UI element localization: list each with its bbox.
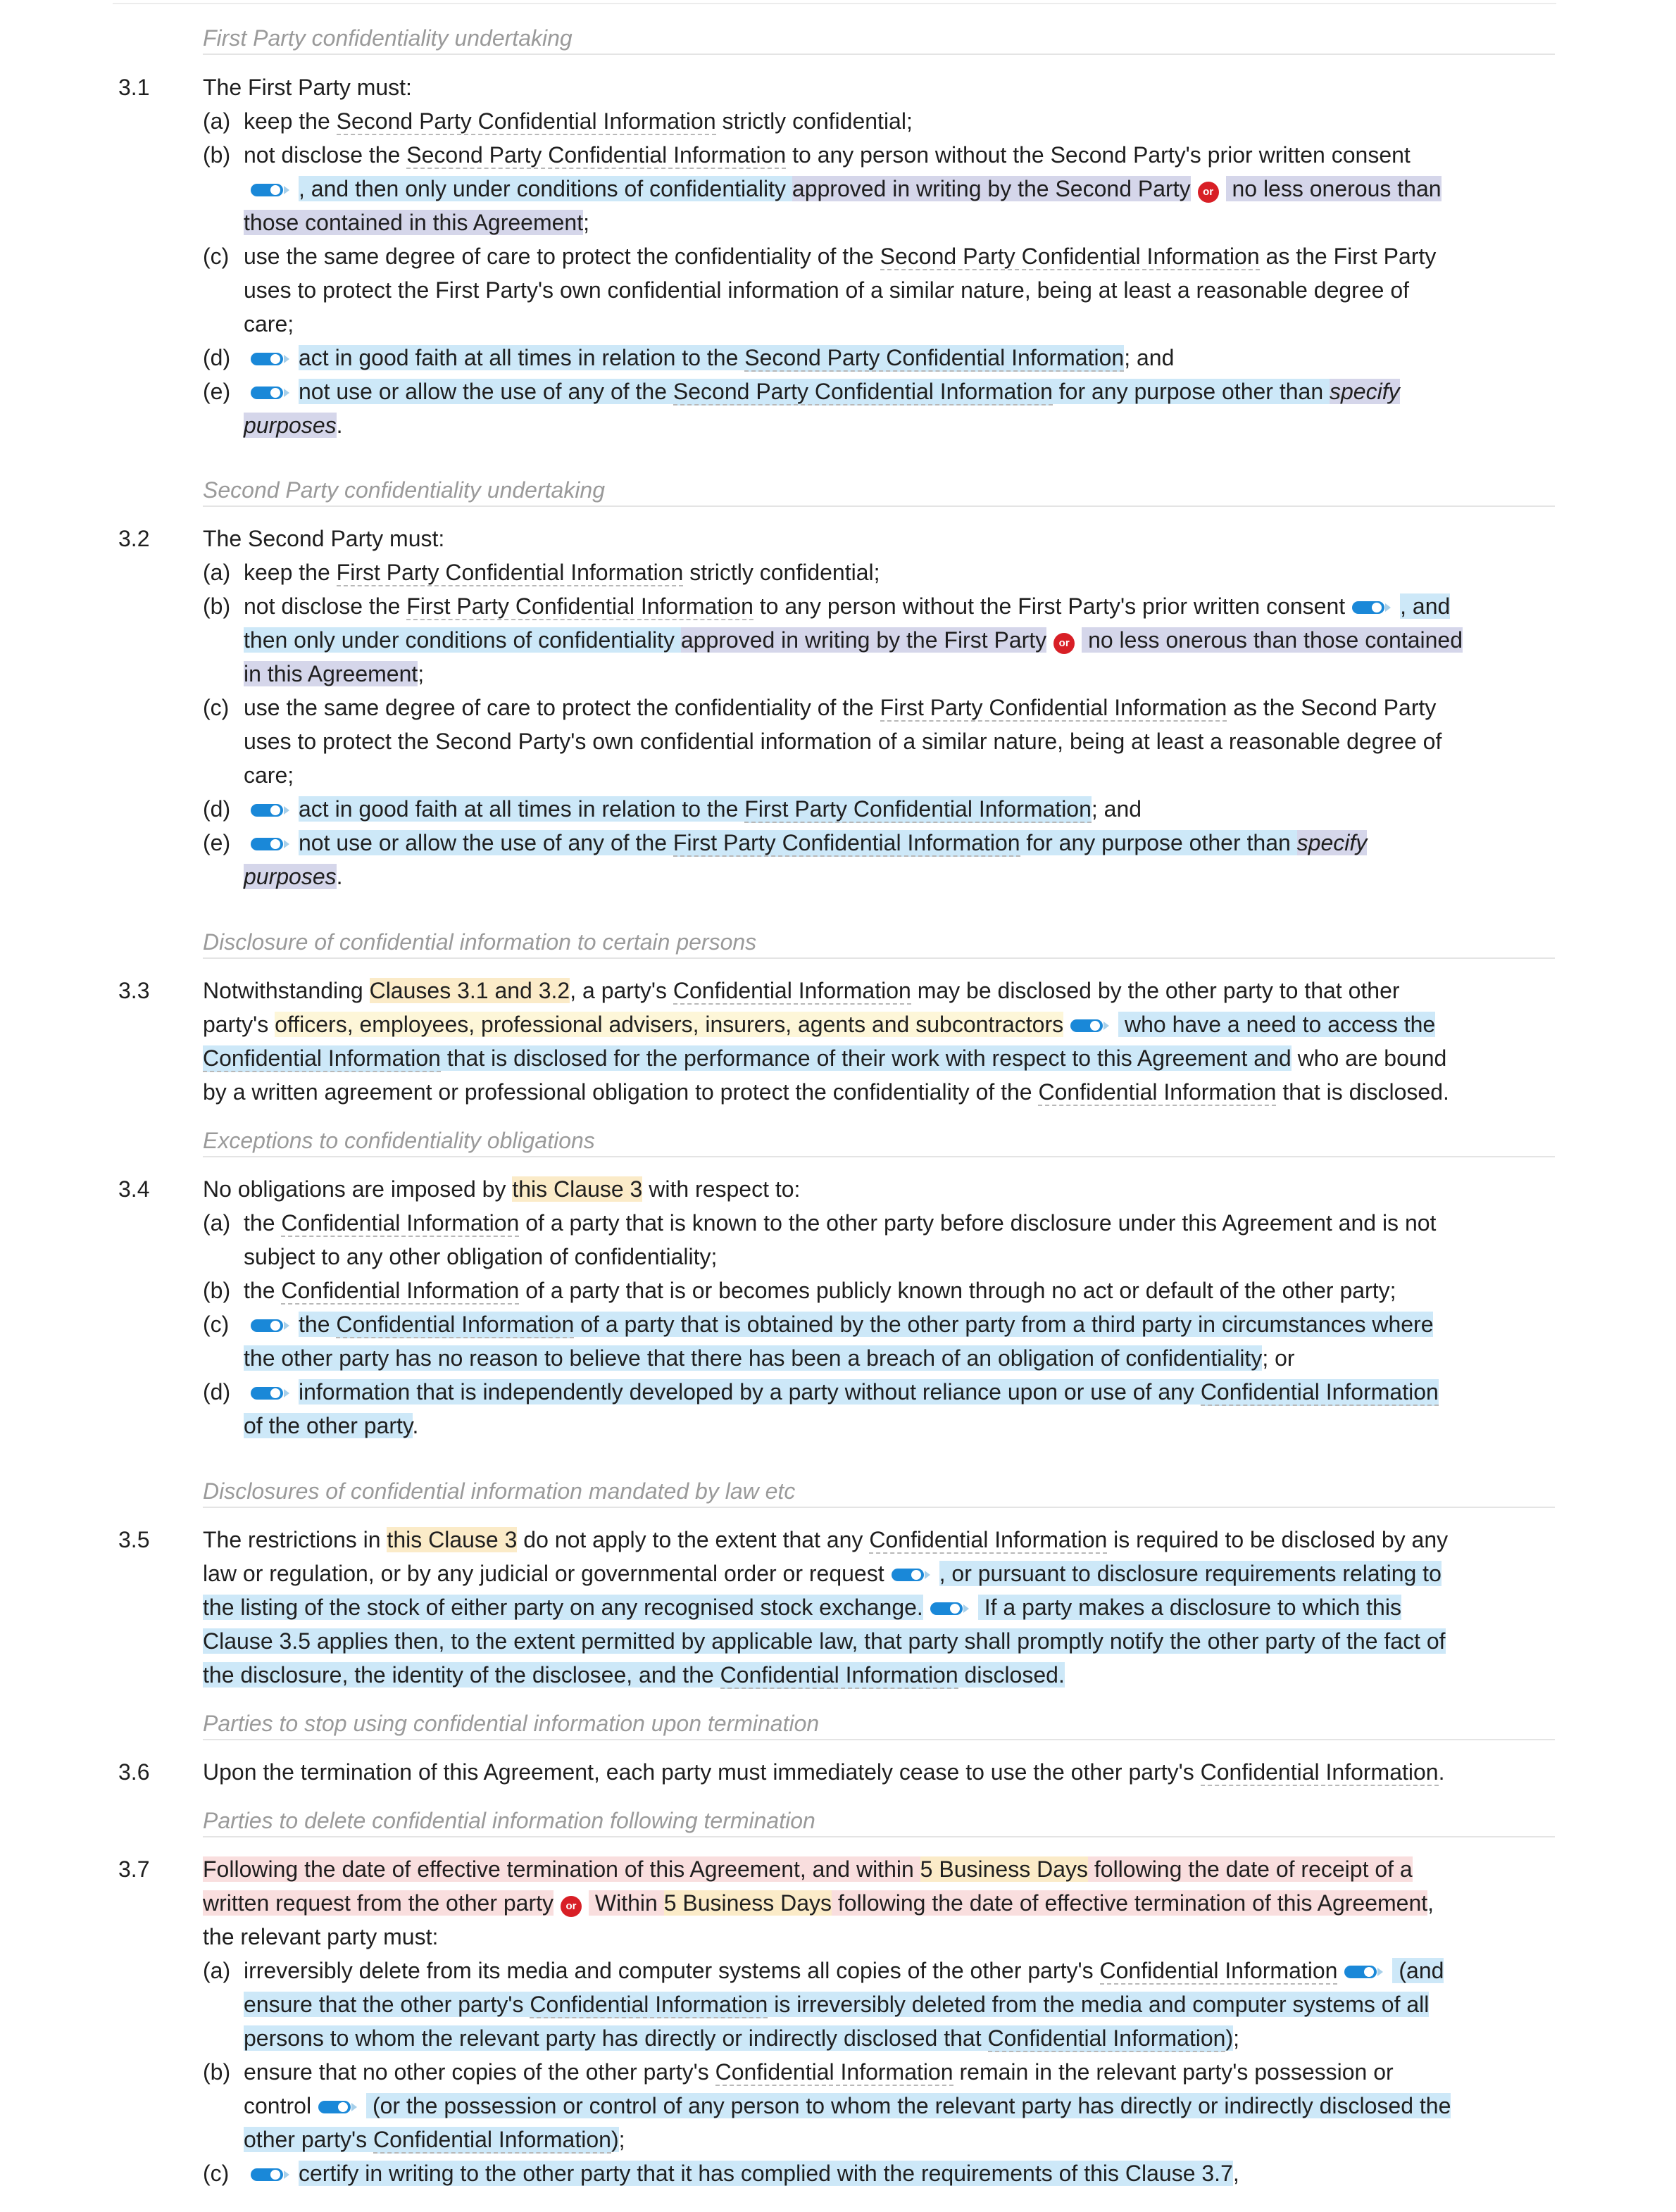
clause-3-4-intro xyxy=(203,1172,1556,1206)
item-label: (e) xyxy=(203,830,231,855)
clause-text: strictly confidential; xyxy=(715,108,913,134)
clause-text: party's xyxy=(203,1012,275,1037)
heading-rule xyxy=(203,957,1555,959)
clause-text: The restrictions in xyxy=(203,1527,387,1552)
heading-rule xyxy=(203,1156,1555,1157)
clause-3-7-heading-row xyxy=(203,1804,1555,1837)
optional-text: the xyxy=(299,1312,337,1337)
optional-text: persons to whom the relevant party has directly or indirectly disclosed that xyxy=(244,2025,988,2051)
clause-text: to any person without the Second Party's prior written consent xyxy=(786,142,1411,168)
clause-text: ; xyxy=(618,2127,625,2152)
alternative-text: following the date of effective termination of this Agreement xyxy=(832,1890,1428,1916)
optional-text: that is disclosed for the performance of their work with respect to this Agreement and xyxy=(440,1045,1292,1071)
alternative-text: written request from the other party xyxy=(203,1890,554,1916)
clause-3-1-b xyxy=(244,138,1553,239)
defined-term[interactable]: Confidential Information xyxy=(281,1210,520,1236)
optional-text: not use or allow the use of any of the xyxy=(299,830,673,855)
clause-number: 3.1 xyxy=(118,75,150,100)
defined-term[interactable]: First Party Confidential Information xyxy=(880,695,1227,720)
clause-text: irreversibly delete from its media and computer systems all copies of the other party's xyxy=(244,1958,1100,1983)
optional-text: certify in writing to the other party that it has complied with the requirements of xyxy=(299,2161,1084,2186)
clause-text: as the Second Party xyxy=(1227,695,1437,720)
optional-text: , and then only under conditions of confidentiality xyxy=(299,176,792,201)
clause-number: 3.4 xyxy=(118,1176,150,1202)
clause-text: Notwithstanding xyxy=(203,978,370,1003)
clause-text: uses to protect the Second Party's own confidential information of a similar nature, being at least a reasonable degree of xyxy=(244,729,1442,754)
defined-term[interactable]: Confidential Information xyxy=(281,1278,520,1303)
toggle-switch-icon[interactable] xyxy=(318,2099,358,2115)
clause-text: that is disclosed. xyxy=(1276,1079,1449,1105)
clause-3-1-intro xyxy=(203,70,1556,104)
clause-text: may be disclosed by the other party to that other xyxy=(911,978,1400,1003)
clause-text: keep the xyxy=(244,560,337,585)
clause-text: as the First Party xyxy=(1259,244,1437,269)
heading-rule xyxy=(203,505,1555,507)
clause-3-2-a xyxy=(244,555,1553,589)
choice-option: those contained in this Agreement xyxy=(244,210,584,235)
clause-text: with respect to: xyxy=(642,1176,801,1202)
item-label: (d) xyxy=(203,1379,231,1405)
item-label: (a) xyxy=(203,1958,231,1983)
alternative-text: Within xyxy=(589,1890,664,1916)
clause-text: Upon the termination of this Agreement, each party must immediately cease to use the other party's xyxy=(203,1759,1201,1785)
optional-text: (and xyxy=(1392,1958,1444,1983)
heading-rule xyxy=(203,54,1555,55)
defined-term[interactable]: Confidential Information xyxy=(1038,1079,1277,1105)
optional-text: is irreversibly deleted from the media and computer systems of all xyxy=(768,1992,1430,2017)
optional-text: act in good faith at all times in relation to the xyxy=(299,345,745,370)
clause-3-2-b xyxy=(244,589,1553,691)
choice-option: no less onerous than xyxy=(1225,176,1442,201)
cross-reference[interactable]: Clause 3.5 xyxy=(203,1628,311,1654)
top-rule xyxy=(113,3,1556,4)
clause-text: ; xyxy=(418,661,425,686)
clause-text: control xyxy=(244,2093,312,2118)
placeholder-field[interactable]: purposes xyxy=(244,864,337,889)
clause-3-5-heading-row xyxy=(203,1474,1555,1508)
clause-3-1-heading-row xyxy=(203,21,1555,55)
clause-text: . xyxy=(336,864,343,889)
toggle-switch-icon[interactable] xyxy=(1352,600,1392,615)
clause-text: use the same degree of care to protect the confidentiality of the xyxy=(244,244,880,269)
clause-3-1-heading: First Party confidentiality undertaking xyxy=(203,25,573,51)
clause-text: subject to any other obligation of confidentiality; xyxy=(244,1244,718,1269)
clause-text: keep the xyxy=(244,108,337,134)
optional-text: for any purpose other than xyxy=(1020,830,1297,855)
defined-term[interactable]: Second Party Confidential Information xyxy=(406,142,787,168)
optional-text: ) xyxy=(1225,2025,1234,2051)
toggle-switch-icon[interactable] xyxy=(251,2167,290,2182)
toggle-switch-icon[interactable] xyxy=(251,836,290,852)
optional-text: then only under conditions of confidentiality xyxy=(244,627,681,653)
clause-text: ; xyxy=(1233,2025,1240,2051)
clause-text: use the same degree of care to protect the confidentiality of the xyxy=(244,695,880,720)
optional-text: information that is independently developed by a party without reliance upon or use of any xyxy=(299,1379,1201,1405)
optional-text: (or the possession or control of any person to whom the relevant party has directly or indirectly disclosed the xyxy=(366,2093,1451,2118)
clause-3-4-d xyxy=(244,1375,1553,1443)
clause-number: 3.7 xyxy=(118,1856,150,1882)
clause-number: 3.2 xyxy=(118,526,150,551)
item-label: (b) xyxy=(203,593,231,619)
item-label: (b) xyxy=(203,1278,231,1303)
optional-text: ) xyxy=(611,2127,619,2152)
optional-text: not use or allow the use of any of the xyxy=(299,379,673,404)
clause-3-2-e xyxy=(244,826,1553,893)
placeholder-field[interactable]: specify xyxy=(1330,379,1400,404)
optional-text: who have a need to access the xyxy=(1118,1012,1436,1037)
defined-term[interactable]: Confidential Information xyxy=(1200,1759,1439,1785)
clause-text: do not apply to the extent that any xyxy=(517,1527,870,1552)
toggle-switch-icon[interactable] xyxy=(1344,1964,1384,1980)
clause-text: ; xyxy=(583,210,589,235)
defined-term[interactable]: First Party Confidential Information xyxy=(336,560,684,585)
defined-term[interactable]: First Party Confidential Information xyxy=(406,593,753,619)
defined-term[interactable]: Confidential Information xyxy=(1099,1958,1338,1983)
choice-option: no less onerous than those contained xyxy=(1082,627,1463,653)
defined-term[interactable]: Confidential Information xyxy=(673,978,911,1003)
alternative-text: Following the date of effective termination of this Agreement, and within xyxy=(203,1856,920,1882)
optional-text: the other party has no reason to believe that there has been a breach of an obligation of confidentiality xyxy=(244,1345,1263,1371)
toggle-switch-icon[interactable] xyxy=(251,182,290,198)
clause-text: by a written agreement or professional obligation to protect the confidentiality of the xyxy=(203,1079,1039,1105)
clause-text: the xyxy=(244,1210,282,1236)
alternative-text: following the date of receipt of a xyxy=(1087,1856,1413,1882)
optional-text: , and xyxy=(1400,593,1451,619)
clause-3-5-text xyxy=(203,1523,1556,1692)
defined-term[interactable]: Confidential Information xyxy=(715,2059,953,2085)
cross-reference[interactable]: this Clause 3 xyxy=(387,1527,518,1552)
clause-text: care; xyxy=(244,311,294,337)
placeholder-field[interactable]: specify xyxy=(1296,830,1368,855)
clause-text: . xyxy=(1438,1759,1445,1785)
defined-term[interactable]: Second Party Confidential Information xyxy=(673,379,1053,404)
optional-text: for any purpose other than xyxy=(1052,379,1330,404)
placeholder-field[interactable]: purposes xyxy=(244,413,337,438)
defined-term[interactable]: Confidential Information xyxy=(203,1045,441,1071)
clause-3-3-text xyxy=(203,974,1556,1109)
defined-term[interactable]: Confidential Information xyxy=(1200,1379,1439,1405)
toggle-switch-icon[interactable] xyxy=(251,1318,290,1333)
item-label: (c) xyxy=(203,695,230,720)
toggle-switch-icon[interactable] xyxy=(892,1567,931,1583)
toggle-switch-icon[interactable] xyxy=(1070,1018,1110,1033)
optional-text: If a party makes a disclosure to which this xyxy=(977,1595,1401,1620)
optional-text: disclosed. xyxy=(958,1662,1065,1688)
item-label: (d) xyxy=(203,345,231,370)
clause-text: ; or xyxy=(1262,1345,1295,1371)
optional-text: the disclosure, the identity of the disclosee, and the xyxy=(203,1662,720,1688)
clause-text: ensure that no other copies of the other party's xyxy=(244,2059,715,2085)
clause-text: The Second Party must: xyxy=(203,526,445,551)
toggle-switch-icon[interactable] xyxy=(251,385,290,401)
cross-reference[interactable]: this Clause 3.7 xyxy=(1084,2161,1233,2186)
clause-3-1-a xyxy=(244,104,1553,138)
clause-text: the xyxy=(244,1278,282,1303)
clause-3-7-heading: Parties to delete confidential information following termination xyxy=(203,1808,815,1833)
clause-3-4-heading-row xyxy=(203,1124,1555,1157)
heading-rule xyxy=(203,1507,1555,1508)
defined-term[interactable]: Confidential Information xyxy=(869,1527,1108,1552)
item-label: (a) xyxy=(203,1210,231,1236)
clause-text: law or regulation, or by any judicial or governmental order or request xyxy=(203,1561,884,1586)
clause-3-2-heading: Second Party confidentiality undertaking xyxy=(203,477,606,503)
clause-text: , a party's xyxy=(570,978,673,1003)
choice-option: in this Agreement xyxy=(244,661,418,686)
clause-text: remain in the relevant party's possession or xyxy=(953,2059,1394,2085)
toggle-switch-icon[interactable] xyxy=(251,1385,290,1401)
optional-text: the listing of the stock of either party on any recognised stock exchange. xyxy=(203,1595,923,1620)
clause-3-3-heading: Disclosure of confidential information to certain persons xyxy=(203,929,757,955)
defined-term[interactable]: Confidential Information xyxy=(720,1662,958,1688)
clause-3-1-d xyxy=(244,341,1553,375)
or-badge-icon[interactable]: or xyxy=(1198,182,1219,203)
clause-number: 3.5 xyxy=(118,1527,150,1552)
clause-text: . xyxy=(336,413,343,438)
clause-3-5-heading: Disclosures of confidential information mandated by law etc xyxy=(203,1478,796,1504)
clause-text: No obligations are imposed by xyxy=(203,1176,513,1202)
defined-term[interactable]: Confidential Information xyxy=(530,1992,768,2017)
choice-option: approved in writing by the First Party xyxy=(680,627,1047,653)
clause-text: is required to be disclosed by any xyxy=(1107,1527,1449,1552)
clause-3-7-c xyxy=(244,2156,1553,2190)
clause-text: of a party that is known to the other party before disclosure under this Agreement and is not xyxy=(519,1210,1437,1236)
clause-3-4-a xyxy=(244,1206,1553,1274)
clause-text: not disclose the xyxy=(244,142,407,168)
defined-term[interactable]: Second Party Confidential Information xyxy=(336,108,716,134)
item-label: (d) xyxy=(203,796,231,822)
clause-text: ; and xyxy=(1124,345,1175,370)
clause-3-1-c xyxy=(244,239,1553,341)
clause-text: strictly confidential; xyxy=(683,560,880,585)
defined-term[interactable]: Confidential Information xyxy=(373,2127,611,2152)
clause-number: 3.3 xyxy=(118,978,150,1003)
clause-text: to any person without the First Party's prior written consent xyxy=(753,593,1346,619)
list-field[interactable]: officers, employees, professional advisers, insurers, agents and subcontractors xyxy=(275,1012,1064,1037)
item-label: (c) xyxy=(203,1312,230,1337)
clause-text: the relevant party must: xyxy=(203,1924,439,1949)
clause-3-7-b xyxy=(244,2055,1553,2156)
toggle-switch-icon[interactable] xyxy=(930,1601,970,1616)
defined-term[interactable]: Confidential Information xyxy=(987,2025,1226,2051)
toggle-switch-icon[interactable] xyxy=(251,351,290,367)
defined-term[interactable]: Second Party Confidential Information xyxy=(880,244,1260,269)
clause-3-4-heading: Exceptions to confidentiality obligations xyxy=(203,1128,595,1153)
clause-text: , xyxy=(1427,1890,1434,1916)
clause-text: of a party that is or becomes publicly known through no act or default of the other party; xyxy=(519,1278,1396,1303)
defined-term[interactable]: First Party Confidential Information xyxy=(673,830,1020,855)
clause-3-2-c xyxy=(244,691,1553,792)
clause-number: 3.6 xyxy=(118,1759,150,1785)
item-label: (a) xyxy=(203,560,231,585)
item-label: (a) xyxy=(203,108,231,134)
optional-text: of the other party xyxy=(244,1413,413,1438)
item-label: (b) xyxy=(203,2059,231,2085)
defined-term[interactable]: Second Party Confidential Information xyxy=(744,345,1125,370)
clause-3-2-intro xyxy=(203,522,1556,555)
period-field[interactable]: 5 Business Days xyxy=(663,1890,832,1916)
clause-text: care; xyxy=(244,762,294,788)
clause-3-4-b xyxy=(244,1274,1553,1307)
clause-text: uses to protect the First Party's own confidential information of a similar nature, being at least a reasonable degree of xyxy=(244,277,1409,303)
optional-text: act in good faith at all times in relation to the xyxy=(299,796,745,822)
heading-rule xyxy=(203,1836,1555,1837)
clause-3-7-intro xyxy=(203,1852,1556,1954)
item-label: (b) xyxy=(203,142,231,168)
item-label: (c) xyxy=(203,2161,230,2186)
defined-term[interactable]: First Party Confidential Information xyxy=(744,796,1092,822)
heading-rule xyxy=(203,1739,1555,1740)
clause-text: not disclose the xyxy=(244,593,407,619)
clause-3-7-a xyxy=(244,1954,1553,2055)
clause-3-1-e xyxy=(244,375,1553,442)
optional-text: , or pursuant to disclosure requirements relating to xyxy=(939,1561,1442,1586)
cross-reference[interactable]: this Clause 3 xyxy=(512,1176,643,1202)
cross-reference[interactable]: Clauses 3.1 and 3.2 xyxy=(369,978,570,1003)
toggle-switch-icon[interactable] xyxy=(251,803,290,818)
clause-text: ; and xyxy=(1091,796,1142,822)
optional-text: other party's xyxy=(244,2127,373,2152)
clause-3-2-d xyxy=(244,792,1553,826)
clause-3-2-heading-row xyxy=(203,473,1555,507)
clause-3-4-c xyxy=(244,1307,1553,1375)
optional-text: of a party that is obtained by the other party from a third party in circumstances where xyxy=(574,1312,1434,1337)
period-field[interactable]: 5 Business Days xyxy=(920,1856,1088,1882)
clause-3-6-heading: Parties to stop using confidential information upon termination xyxy=(203,1711,820,1736)
clause-3-6-heading-row xyxy=(203,1707,1555,1740)
optional-text: ensure that the other party's xyxy=(244,1992,530,2017)
clause-3-3-heading-row xyxy=(203,925,1555,959)
item-label: (e) xyxy=(203,379,231,404)
clause-text: , xyxy=(1232,2161,1239,2186)
choice-option: approved in writing by the Second Party xyxy=(792,176,1191,201)
item-label: (c) xyxy=(203,244,230,269)
or-badge-icon[interactable]: or xyxy=(561,1896,582,1917)
defined-term[interactable]: Confidential Information xyxy=(336,1312,575,1337)
clause-text: who are bound xyxy=(1291,1045,1447,1071)
clause-text: . xyxy=(412,1413,419,1438)
clause-3-6-text xyxy=(203,1755,1556,1789)
clause-text: The First Party must: xyxy=(203,75,412,100)
optional-text: applies then, to the extent permitted by applicable law, that party shall promptly notify the other party of the fact of xyxy=(310,1628,1446,1654)
or-badge-icon[interactable]: or xyxy=(1053,633,1075,654)
